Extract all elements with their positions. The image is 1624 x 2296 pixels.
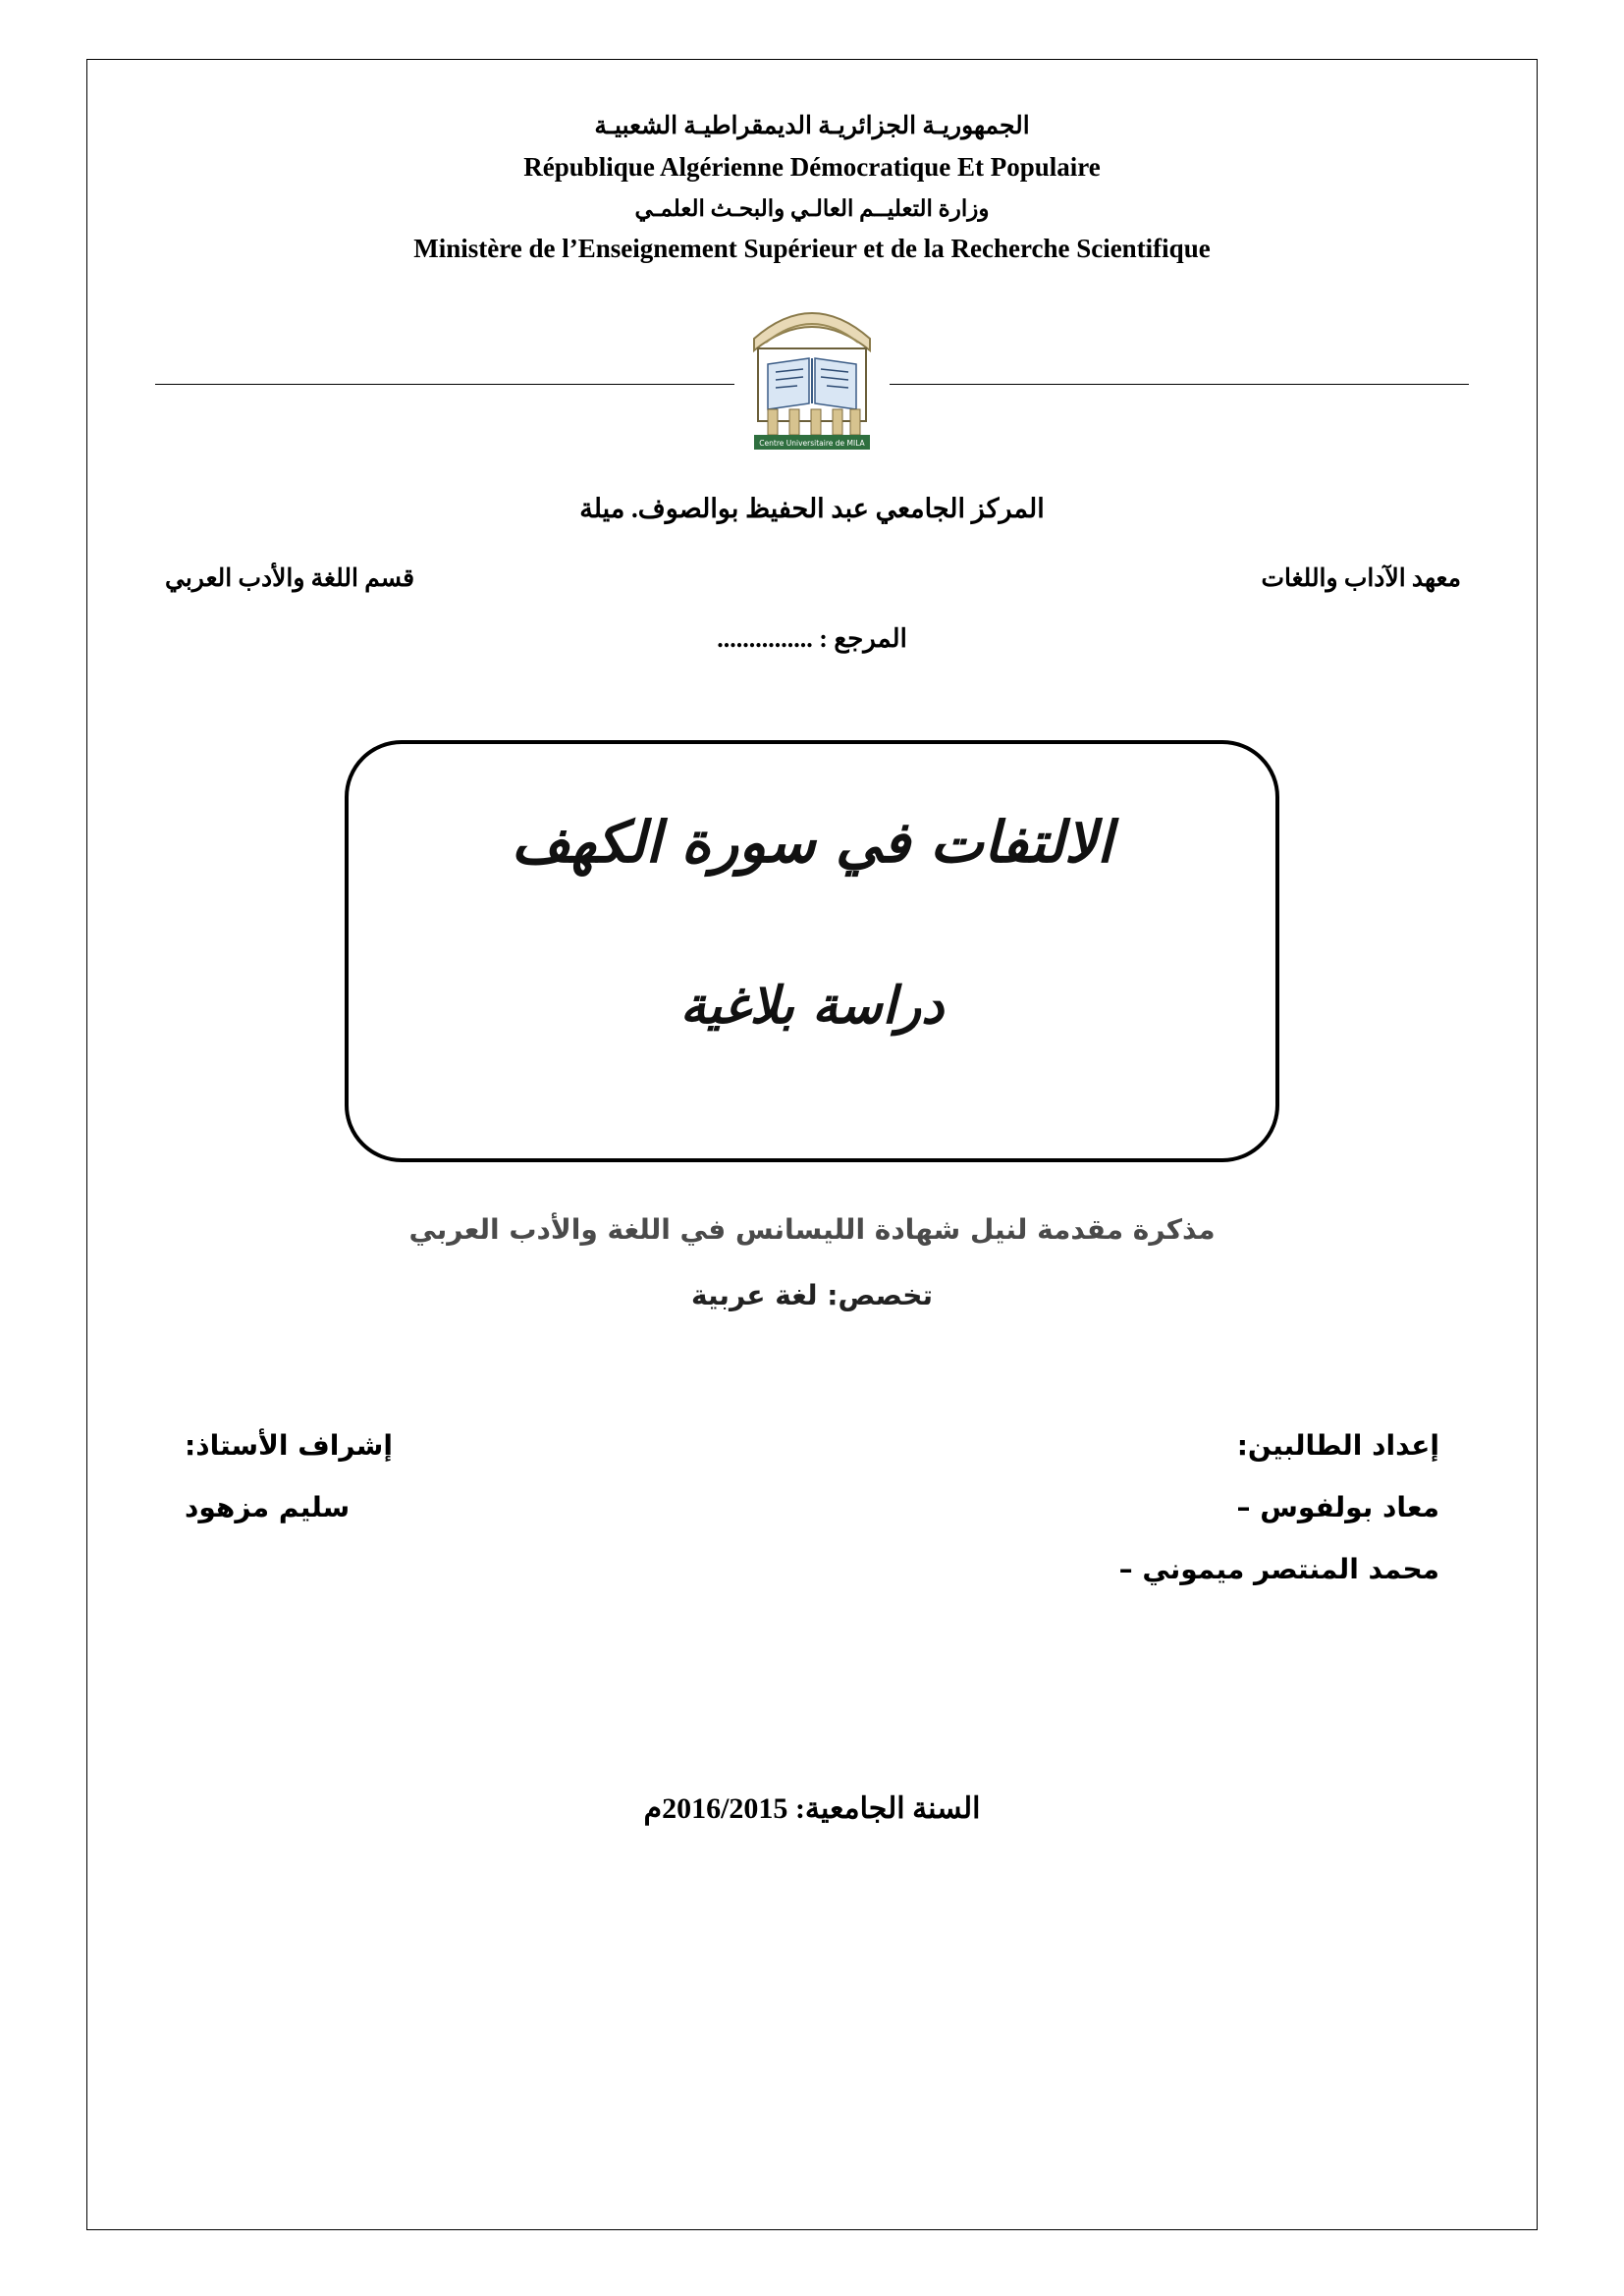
student-name: محمد المنتصر ميموني [1142, 1553, 1439, 1585]
student-item [836, 1491, 1439, 1523]
student-name: معاد بولفوس [1260, 1491, 1439, 1523]
speciality-line: تخصص: لغة عربية [691, 1279, 933, 1311]
academic-year-value: 2016/2015م [643, 1792, 788, 1825]
list-bullet: – [1118, 1553, 1133, 1585]
supervisor-block [155, 1429, 788, 1585]
students-block [836, 1429, 1469, 1585]
ministry-line-french: Ministère de l’Enseignement Supérieur et de la Recherche Scientifique [413, 233, 1211, 263]
institute-department-row [155, 563, 1469, 593]
page-content [86, 59, 1538, 2230]
document-header [155, 108, 1469, 268]
university-emblem-icon [734, 294, 890, 455]
student-item [836, 1553, 1439, 1585]
people-row [155, 1429, 1469, 1585]
republic-line-arabic: الجمهوريـة الجزائريـة الديمقراطيـة الشعبيـة [594, 113, 1030, 139]
thesis-title-box [345, 740, 1279, 1162]
degree-statement: مذكرة مقدمة لنيل شهادة الليسانس في اللغة والأدب العربي [408, 1213, 1216, 1246]
thesis-title-subtitle: دراسة بلاغية [679, 976, 945, 1036]
students-heading: إعداد الطالبين: [1236, 1429, 1439, 1462]
supervisor-name: سليم مزهود [185, 1491, 351, 1523]
thesis-title-main: الالتفات في سورة الكهف [511, 809, 1113, 876]
supervisor-heading: إشراف الأستاذ: [185, 1429, 393, 1462]
reference-row [155, 624, 1469, 654]
reference-label: المرجع : [819, 624, 907, 653]
institute-name: معهد الآداب واللغات [1261, 565, 1461, 592]
department-name: قسم اللغة والأدب العربي [165, 565, 415, 592]
logo-row [155, 294, 1469, 470]
logo-caption: Centre Universitaire de MILA [759, 439, 865, 448]
academic-year-label: السنة الجامعية: [794, 1792, 981, 1825]
academic-year [155, 1791, 1469, 1826]
republic-line-french: République Algérienne Démocratique Et Populaire [523, 151, 1101, 182]
university-center-name: المركز الجامعي عبد الحفيظ بوالصوف. ميلة [579, 494, 1045, 523]
reference-dots: ............... [717, 624, 813, 653]
ministry-line-arabic: وزارة التعليــم العالـي والبحـث العلمـي [634, 196, 990, 221]
list-bullet: – [1236, 1491, 1251, 1523]
